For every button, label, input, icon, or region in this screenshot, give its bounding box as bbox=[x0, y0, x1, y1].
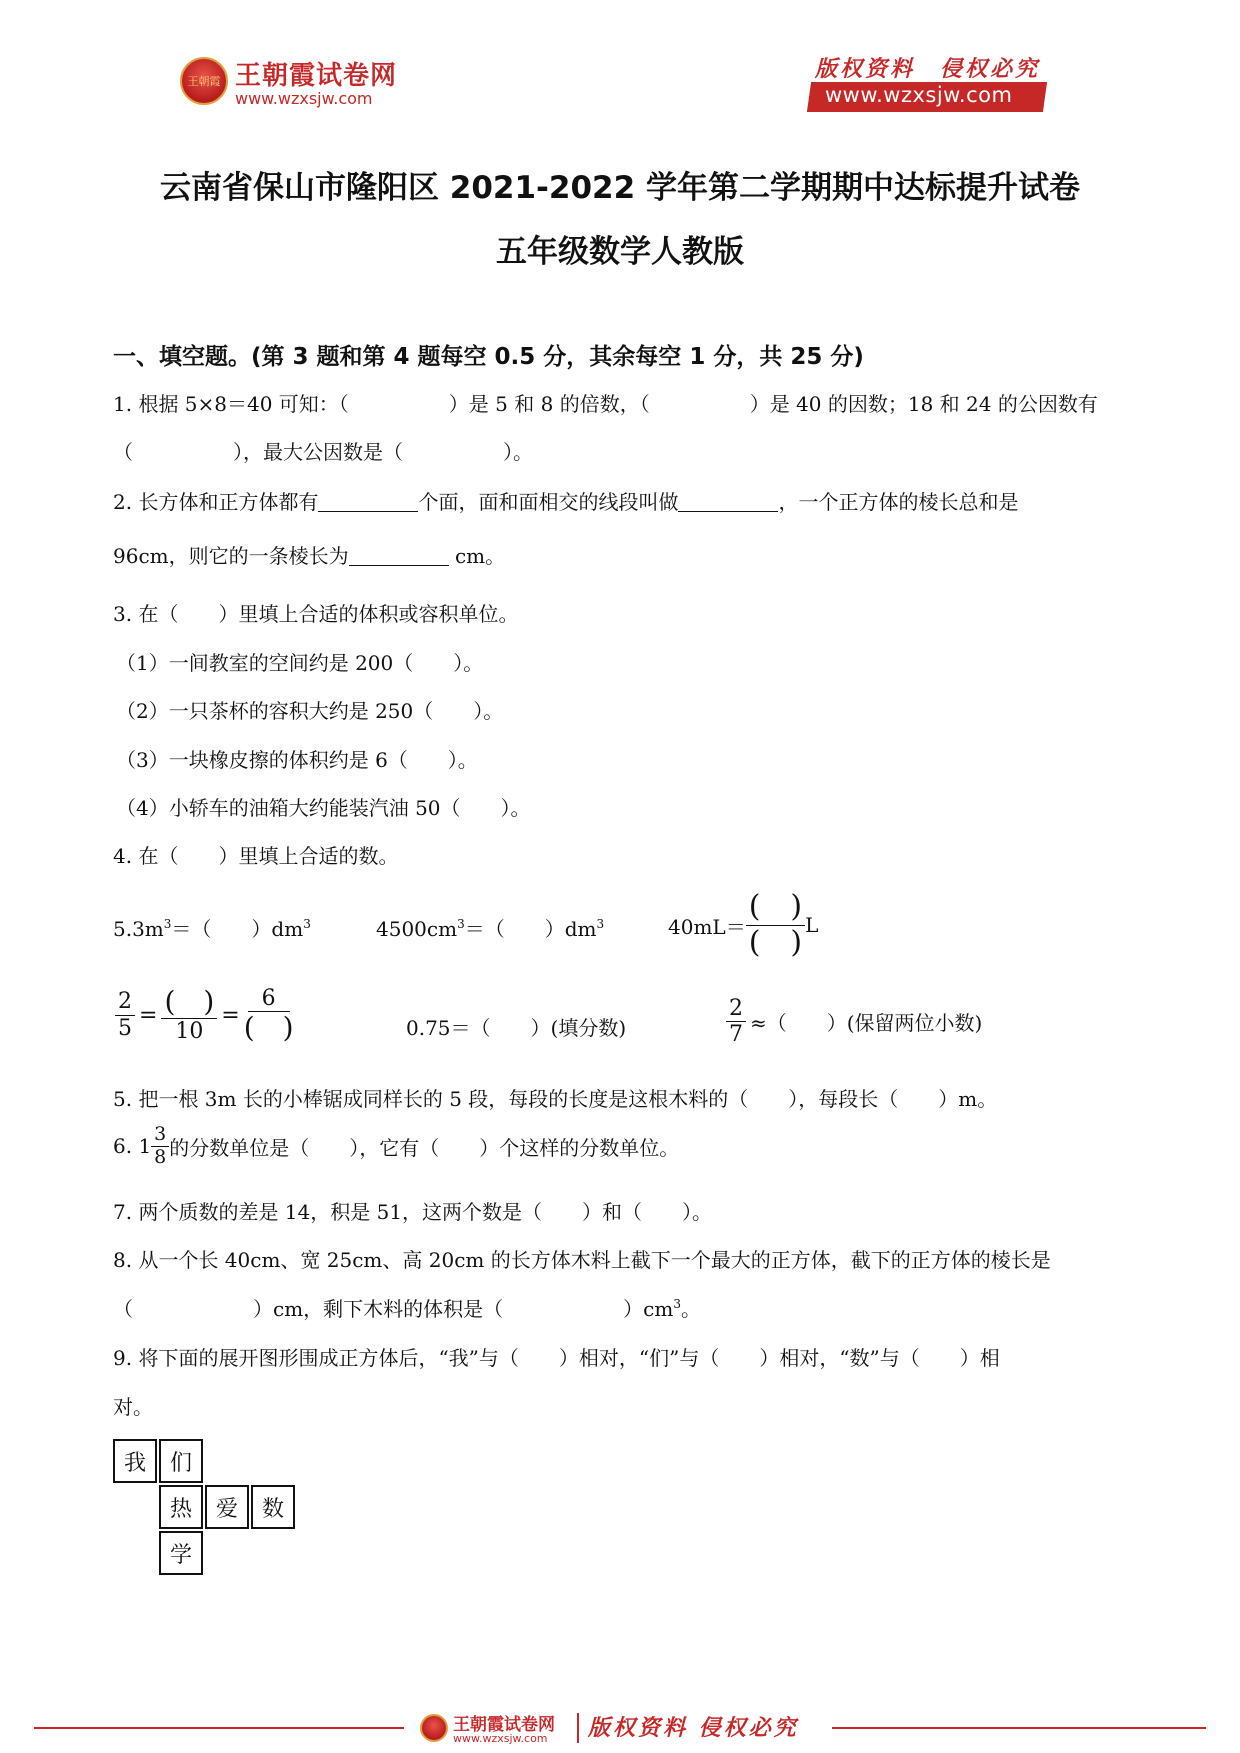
q4-expr-4: $\frac{2}{5}$ = $\frac{( )}{10}$ = $\frac{6}{( )}$ bbox=[115, 986, 294, 1044]
cube-net bbox=[113, 1439, 303, 1579]
footer-logo-name: 王朝霞试卷网 bbox=[453, 1715, 555, 1735]
q2-text-c: ，一个正方体的棱长总和是 bbox=[778, 490, 1019, 514]
q4-expr-3: 40mL＝ $\frac{( )}{( )}$ L bbox=[668, 889, 819, 960]
section-heading: 一、填空题。(第 3 题和第 4 题每空 0.5 分，其余每空 1 分，共 25 分) bbox=[113, 344, 864, 370]
footer-emblem-icon bbox=[420, 1714, 448, 1742]
footer-logo bbox=[420, 1710, 568, 1748]
logo-emblem-icon: 王朝霞 bbox=[180, 57, 228, 105]
q1-line2: （ ），最大公因数是（ ）。 bbox=[113, 440, 533, 464]
q4-expr-2: $4500cm^3=$（ ）$dm^3$ bbox=[376, 917, 605, 941]
copyright-text: 版权资料 侵权必究 bbox=[815, 56, 1041, 82]
net-cell: 热 bbox=[159, 1485, 203, 1529]
q5: 5. 把一根 3m 长的小棒锯成同样长的 5 段，每段的长度是这根木料的（ ），每段长（ ）m。 bbox=[113, 1087, 998, 1111]
q2-text-d: 96cm，则它的一条棱长为 bbox=[113, 544, 349, 568]
footer-rule-left bbox=[34, 1727, 404, 1729]
q8-line1: 8. 从一个长 40cm、宽 25cm、高 20cm 的长方体木料上截下一个最大的正方体，截下的正方体的棱长是 bbox=[113, 1248, 1051, 1272]
footer-rule-right bbox=[832, 1727, 1206, 1729]
q4-blank-num[interactable]: ( ) bbox=[161, 986, 217, 1019]
q9-line2: 对。 bbox=[113, 1395, 153, 1419]
exam-title: 云南省保山市隆阳区 2021-2022 学年第二学期期中达标提升试卷 bbox=[159, 170, 1080, 206]
footer-copyright: 版权资料 侵权必究 bbox=[588, 1715, 799, 1741]
q2-text-b: 个面，面和面相交的线段叫做 bbox=[418, 490, 679, 514]
copyright-url: www.wzxsjw.com bbox=[825, 83, 1013, 107]
net-cell: 们 bbox=[159, 1439, 203, 1483]
q2-line2 bbox=[113, 540, 505, 569]
q4-blank-fraction[interactable]: $\frac{( )}{( )}$ bbox=[746, 890, 805, 960]
q2-line1 bbox=[113, 486, 1018, 515]
footer-separator bbox=[577, 1713, 579, 1743]
site-logo bbox=[180, 55, 420, 115]
q2-blank-3[interactable] bbox=[349, 543, 449, 566]
q4-blank-den[interactable]: ( ) bbox=[243, 1011, 294, 1045]
q3-item: （2）一只茶杯的容积大约是 250（ ）。 bbox=[116, 699, 504, 723]
q4-expr-1: $5.3m^3=$（ ）$dm^3$ bbox=[113, 917, 311, 941]
q1-line1: 1. 根据 5×8＝40 可知：（ ）是 5 和 8 的倍数，（ ）是 40 的因数；18 和 24 的公因数有 bbox=[113, 392, 1098, 416]
q4-expr-6: $\frac{2}{7}$ ≈（ ）(保留两位小数) bbox=[726, 996, 982, 1048]
q2-text-e: cm。 bbox=[454, 544, 506, 568]
footer-logo-url: www.wzxsjw.com bbox=[453, 1732, 548, 1745]
logo-name: 王朝霞试卷网 bbox=[235, 61, 398, 91]
q3-item: （4）小轿车的油箱大约能装汽油 50（ ）。 bbox=[116, 796, 531, 820]
net-cell: 我 bbox=[113, 1439, 157, 1483]
q3-item: （3）一块橡皮擦的体积约是 6（ ）。 bbox=[116, 748, 478, 772]
exam-subtitle: 五年级数学人教版 bbox=[496, 234, 744, 270]
q3-stem: 3. 在（ ）里填上合适的体积或容积单位。 bbox=[113, 602, 519, 626]
logo-url: www.wzxsjw.com bbox=[235, 89, 373, 108]
q3-item: （1）一间教室的空间约是 200（ ）。 bbox=[116, 651, 484, 675]
q4-stem: 4. 在（ ）里填上合适的数。 bbox=[113, 844, 399, 868]
q4-expr-5: 0.75＝（ ）(填分数) bbox=[406, 1016, 627, 1040]
q2-blank-2[interactable] bbox=[678, 489, 778, 512]
q6: 6. 1 $\frac{3}{8}$ 的分数单位是（ ），它有（ ）个这样的分数单位。 bbox=[113, 1123, 680, 1168]
net-cell: 爱 bbox=[205, 1485, 249, 1529]
q2-text-a: 2. 长方体和正方体都有 bbox=[113, 490, 319, 514]
net-cell: 学 bbox=[159, 1531, 203, 1575]
copyright-badge bbox=[815, 52, 1045, 112]
q2-blank-1[interactable] bbox=[318, 489, 418, 512]
q9-line1: 9. 将下面的展开图形围成正方体后，“我”与（ ）相对，“们”与（ ）相对，“数”与（ ）相 bbox=[113, 1346, 1000, 1370]
q8-line2: （ ）cm，剩下木料的体积是（ ）$cm^3$。 bbox=[113, 1297, 701, 1321]
q7: 7. 两个质数的差是 14，积是 51，这两个数是（ ）和（ ）。 bbox=[113, 1200, 713, 1224]
net-cell: 数 bbox=[251, 1485, 295, 1529]
